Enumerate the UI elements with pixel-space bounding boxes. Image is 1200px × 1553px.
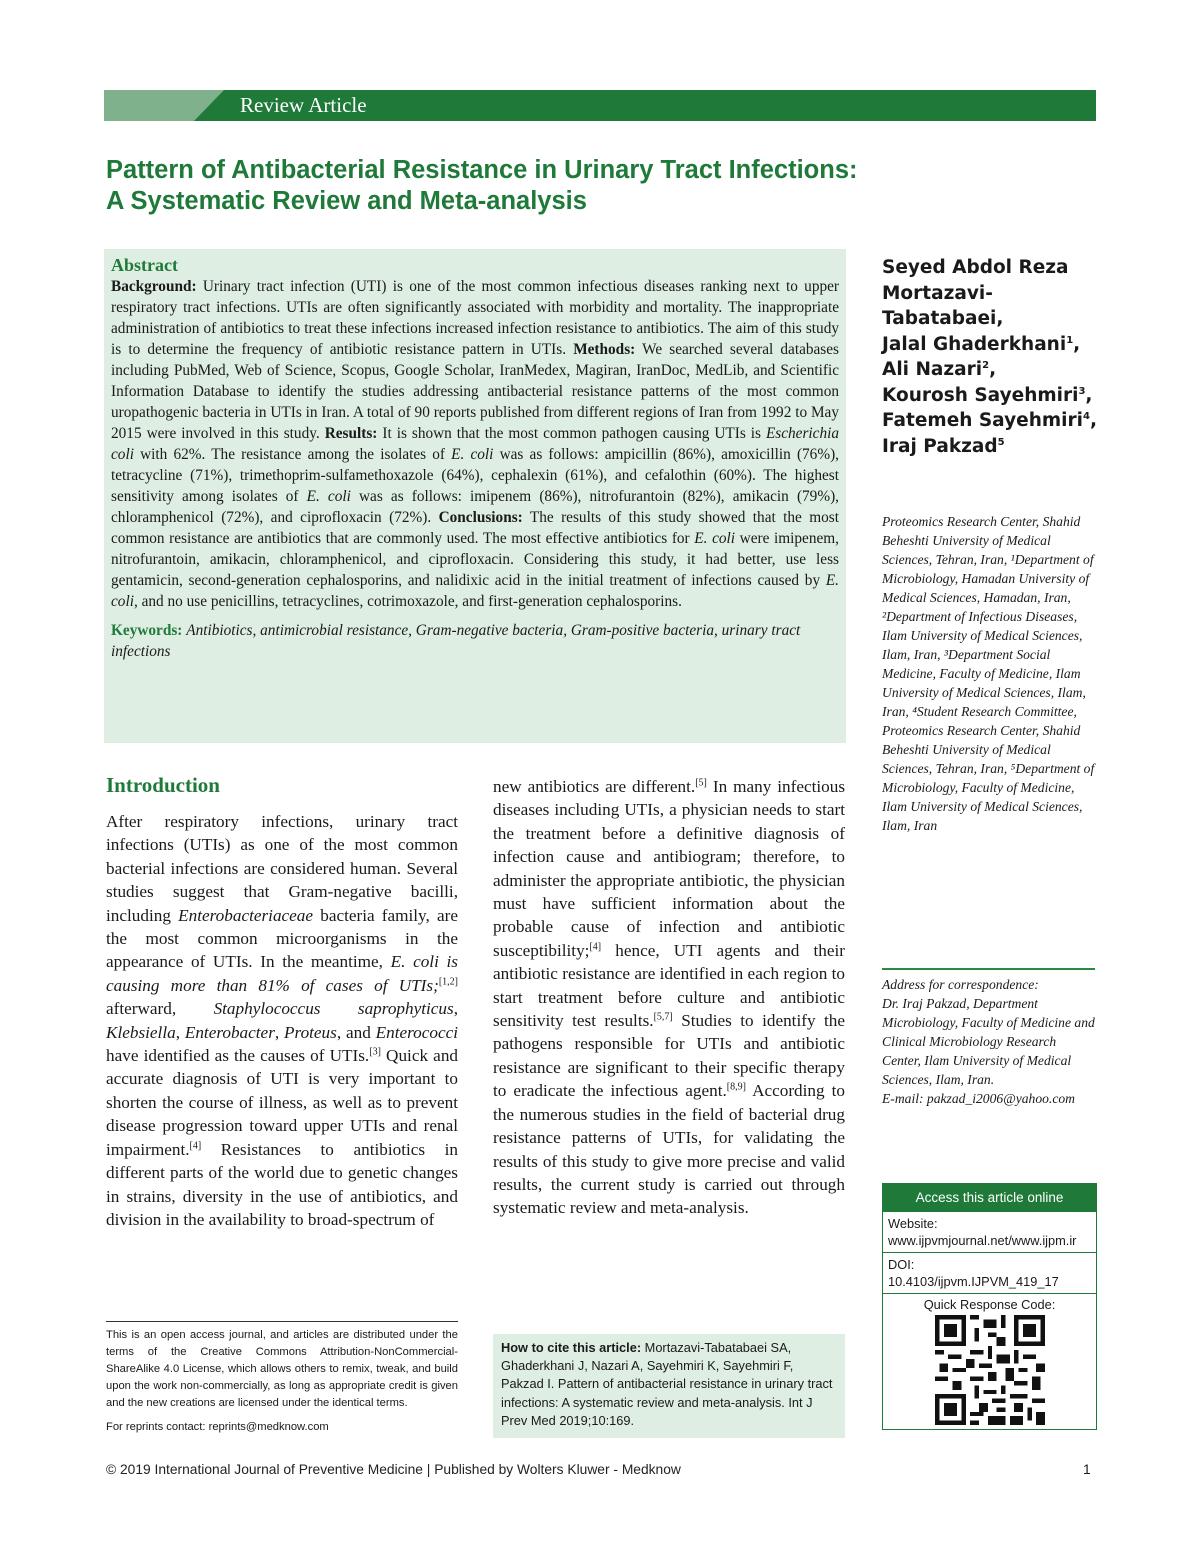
- intro-italic: Enterobacter: [184, 1022, 275, 1042]
- organism-name: E. coli: [451, 446, 494, 463]
- keywords-text: Antibiotics, antimicrobial resistance, Gram-negative bacteria, Gram-positive bacteria, urinary tract infections: [111, 622, 801, 660]
- doi-value[interactable]: 10.4103/ijpvm.IJPVM_419_17: [888, 1274, 1059, 1289]
- results-text: was as follows: ampicillin (86%), amoxicillin (76%), tetracycline (71%), trimethoprim-sulfamethoxazole (64%), cephalexin (61%), and cefalothin (60%). The highest sensitivity among isolates of: [111, 446, 839, 505]
- results-label: Results:: [324, 425, 378, 442]
- methods-label: Methods:: [573, 341, 636, 358]
- citation-ref[interactable]: [4]: [589, 941, 602, 953]
- results-text: with 62%. The resistance among the isolates of: [140, 446, 446, 463]
- intro-text: Resistances to antibiotics in different parts of the world due to genetic changes in strains, diversity in the use of antibiotics, and division in the availability to broad-spectrum of: [106, 1139, 459, 1229]
- organism-name: E. coli,: [111, 572, 839, 610]
- intro-column-1: After respiratory infections, urinary tract infections (UTIs) as one of the most common bacterial infections are considered human. Several studies suggest that Gram-negative bacilli, including Enterobacteriaceae bacteria family, are the most common microorganisms in the appearance of UTIs. In the meantime, E. coli is causing more than 81% of cases of UTIs;[1,2] afterward, Staphylococcus saprophyticus, Klebsiella, Enterobacter, Proteus, and Enterococci have identified as the causes of UTIs.[3] Quick and accurate diagnosis of UTI is very important to shorten the course of illness, as well as to prevent disease progression toward upper UTIs and renal impairment.[4] Resistances to antibiotics in different parts of the world due to genetic changes in strains, diversity in the use of antibiotics, and division in the availability to broad-spectrum of: [106, 812, 459, 1229]
- affiliations: Proteomics Research Center, Shahid Beheshti University of Medical Sciences, Tehran, Iran, ¹Department of Microbiology, Hamadan University of Medical Sciences, Hamadan, Iran, ²Department of Infectious Diseases, Ilam University of Medical Sciences, Ilam, Iran, ³Department Social Medicine, Faculty of Medicine, Ilam University of Medical Sciences, Ilam, Iran, ⁴Student Research Committee, Proteomics Research Center, Shahid Beheshti University of Medical Sciences, Tehran, Iran, ⁵Department of Microbiology, Faculty of Medicine, Ilam University of Medical Sciences, Ilam, Iran: [882, 514, 1095, 833]
- keywords: [111, 620, 839, 662]
- sidebar-divider: [882, 968, 1095, 970]
- intro-italic: Enterococci: [375, 1022, 459, 1042]
- methods-text: We searched several databases including PubMed, Web of Science, Scopus, Google Scholar, IranMedex, Magiran, IranDoc, MedLib, and Scientific Information Database to identify the studies addressing antibacterial resistance patterns of the most common uropathogenic bacteria in UTIs in Iran. A total of 90 reports published from different regions of Iran from 1992 to May 2015 were involved in this study.: [111, 341, 839, 442]
- article-title: [106, 155, 1006, 217]
- intro-text: bacteria family, are the most common microorganisms in the appearance of UTIs. In the meantime,: [106, 905, 458, 972]
- citation-content: [501, 1339, 839, 1430]
- intro-italic: Klebsiella: [106, 1022, 176, 1042]
- footer-copyright: © 2019 International Journal of Preventive Medicine | Published by Wolters Kluwer - Medknow: [106, 1462, 681, 1477]
- doi-label: DOI:: [888, 1257, 915, 1272]
- correspondence: [882, 975, 1097, 1108]
- page-number: 1: [1083, 1462, 1091, 1477]
- results-text: It is shown that the most common pathogen causing UTIs is: [382, 425, 761, 442]
- abstract-heading: Abstract: [111, 255, 178, 275]
- organism-name: Escherichia coli: [111, 425, 840, 463]
- author-name: Fatemeh Sayehmiri: [882, 410, 1083, 431]
- article-type-label: Review Article: [240, 93, 367, 117]
- author-list: [882, 255, 1097, 459]
- author-name: Jalal Ghaderkhani: [882, 333, 1067, 355]
- author: Ali Nazari$^2$,: [882, 359, 997, 380]
- cite-text: Mortazavi-Tabatabaei SA, Ghaderkhani J, Nazari A, Sayehmiri K, Sayehmiri F, Pakzad I. Pattern of antibacterial resistance in urinary tract infections: A systematic review and meta-analysis. Int J Prev Med 2019;10:169.: [501, 1340, 833, 1428]
- intro-text: and: [345, 1022, 371, 1042]
- correspondence-text: Dr. Iraj Pakzad, Department Microbiology, Faculty of Medicine and Clinical Microbiology Research Center, Ilam University of Medical Sciences, Ilam, Iran.: [882, 996, 1095, 1087]
- citation-ref[interactable]: [5]: [695, 777, 707, 789]
- cite-label: How to cite this article:: [501, 1340, 642, 1355]
- reprints-contact: For reprints contact: reprints@medknow.com: [106, 1421, 329, 1433]
- author-sup: 3: [1078, 385, 1086, 397]
- license-divider: [106, 1321, 458, 1322]
- intro-text: new antibiotics are different.: [493, 777, 696, 796]
- intro-column-2: [493, 775, 845, 1220]
- background-label: Background:: [111, 278, 197, 295]
- citation-ref[interactable]: [5,7]: [653, 1011, 673, 1023]
- citation-ref[interactable]: [8,9]: [726, 1081, 746, 1093]
- conclusions-text: The results of this study showed that the most common resistance are antibiotics that are commonly used. The most effective antibiotics for: [111, 509, 839, 547]
- conclusions-text: were imipenem, nitrofurantoin, amikacin, chloramphenicol, and ciprofloxacin. Considering this study, it had better, use less gentamicin, second-generation cephalosporins, and nalidixic acid in the initial treatment of infections caused by: [111, 530, 839, 589]
- author-sup: 2: [982, 359, 990, 371]
- website-label: Website:: [888, 1216, 938, 1231]
- doi-row: [883, 1253, 1096, 1294]
- author: Kourosh Sayehmiri$^3$,: [882, 384, 1093, 406]
- intro-text: In many infectious diseases including UTIs, a physician needs to start the treatment before a definitive diagnosis of infection cause and antibiogram; therefore, to administer the appropriate antibiotic, the physician must have sufficient information about the probable cause of infection and antibiotic susceptibility;: [493, 777, 846, 960]
- intro-text: have identified as the causes of UTIs.: [106, 1046, 370, 1066]
- author: [882, 434, 1097, 460]
- background-text: Urinary tract infection (UTI) is one of the most common infectious diseases ranking next to upper respiratory tract infections. UTIs are often significantly associated with morbidity and mortality. The inappropriate administration of antibiotics to treat these infections increased infection resistance to antibiotics. The aim of this study is to determine the frequency of antibiotic resistance pattern in UTIs.: [111, 278, 839, 358]
- title-line-1: Pattern of Antibacterial Resistance in Urinary Tract Infections:: [106, 156, 858, 184]
- organism-name: E. coli: [694, 530, 736, 547]
- license-text: This is an open access journal, and articles are distributed under the terms of the Creative Commons Attribution-NonCommercial-ShareAlike 4.0 License, which allows others to remix, tweak, and build upon the work non-commercially, as long as appropriate credit is given and the new creations are licensed under the identical terms.: [106, 1329, 458, 1409]
- citation-box: [493, 1334, 845, 1438]
- access-box: [882, 1183, 1097, 1430]
- author-sup: 4: [1082, 410, 1090, 422]
- citation-ref[interactable]: [4]: [189, 1139, 202, 1151]
- correspondence-label: Address for correspondence:: [882, 977, 1039, 992]
- qr-code-icon[interactable]: [935, 1315, 1045, 1425]
- abstract-body: [111, 276, 839, 612]
- author-name: Kourosh Sayehmiri: [882, 384, 1079, 406]
- intro-text: hence, UTI agents and their antibiotic resistance are identified in each region to start treatment before culture and antibiotic sensitivity test results.: [493, 940, 846, 1031]
- keywords-label: Keywords:: [111, 622, 183, 639]
- author-name: Ali Nazari: [882, 359, 983, 380]
- citation-ref[interactable]: [1,2]: [438, 976, 458, 988]
- citation-ref[interactable]: [3]: [369, 1046, 381, 1058]
- conclusions-label: Conclusions:: [438, 509, 523, 526]
- correspondence-email[interactable]: E-mail: pakzad_i2006@yahoo.com: [882, 1091, 1075, 1106]
- access-heading: Access this article online: [883, 1184, 1096, 1212]
- website-row: [883, 1212, 1096, 1253]
- website-link[interactable]: www.ijpvmjournal.net/www.ijpm.ir: [888, 1233, 1077, 1248]
- abstract-box: [104, 249, 846, 743]
- author-sup: 1: [1066, 334, 1074, 346]
- author: Seyed Abdol Reza Mortazavi-Tabatabaei,: [882, 257, 1069, 329]
- conclusions-text: and no use penicillins, tetracyclines, cotrimoxazole, and first-generation cephalosporins.: [141, 593, 682, 610]
- introduction-heading: Introduction: [106, 773, 220, 797]
- intro-italic: Staphylococcus saprophyticus: [213, 999, 454, 1019]
- intro-italic: E. coli is causing more than 81% of cases of UTIs;: [106, 952, 458, 995]
- intro-text: Quick and accurate diagnosis of UTI is very important to shorten the course of illness, as well as to prevent disease progression toward upper UTIs and renal impairment.: [106, 1046, 459, 1159]
- qr-label: Quick Response Code:: [923, 1297, 1056, 1312]
- author-name: Iraj Pakzad: [882, 435, 998, 457]
- author-sup: 5: [997, 436, 1005, 448]
- intro-italic: Enterobacteriaceae: [178, 905, 314, 925]
- organism-name: E. coli: [306, 488, 351, 505]
- results-text: was as follows: imipenem (86%), nitrofurantoin (82%), amikacin (79%), chloramphenicol (72%), and ciprofloxacin (72%).: [111, 488, 839, 526]
- author: Jalal Ghaderkhani$^1$,: [882, 333, 1081, 355]
- author: Fatemeh Sayehmiri$^4$,: [882, 410, 1097, 431]
- intro-text: After respiratory infections, urinary tract infections (UTIs) as one of the most common bacterial infections are considered human. Several studies suggest that Gram-negative bacilli, including: [106, 812, 458, 925]
- intro-text: afterward,: [106, 999, 177, 1019]
- intro-text: Studies to identify the pathogens responsible for UTIs and antibiotic resistance are significant to their specific therapy to eradicate the infectious agent.: [493, 1011, 845, 1101]
- intro-text: According to the numerous studies in the field of bacterial drug resistance patterns of UTIs, for validating the results of this study to give more precise and valid results, the current study is carried out through systematic review and meta-analysis.: [493, 1081, 846, 1218]
- intro-italic: Proteus: [284, 1022, 337, 1042]
- title-line-2: A Systematic Review and Meta-analysis: [106, 187, 587, 215]
